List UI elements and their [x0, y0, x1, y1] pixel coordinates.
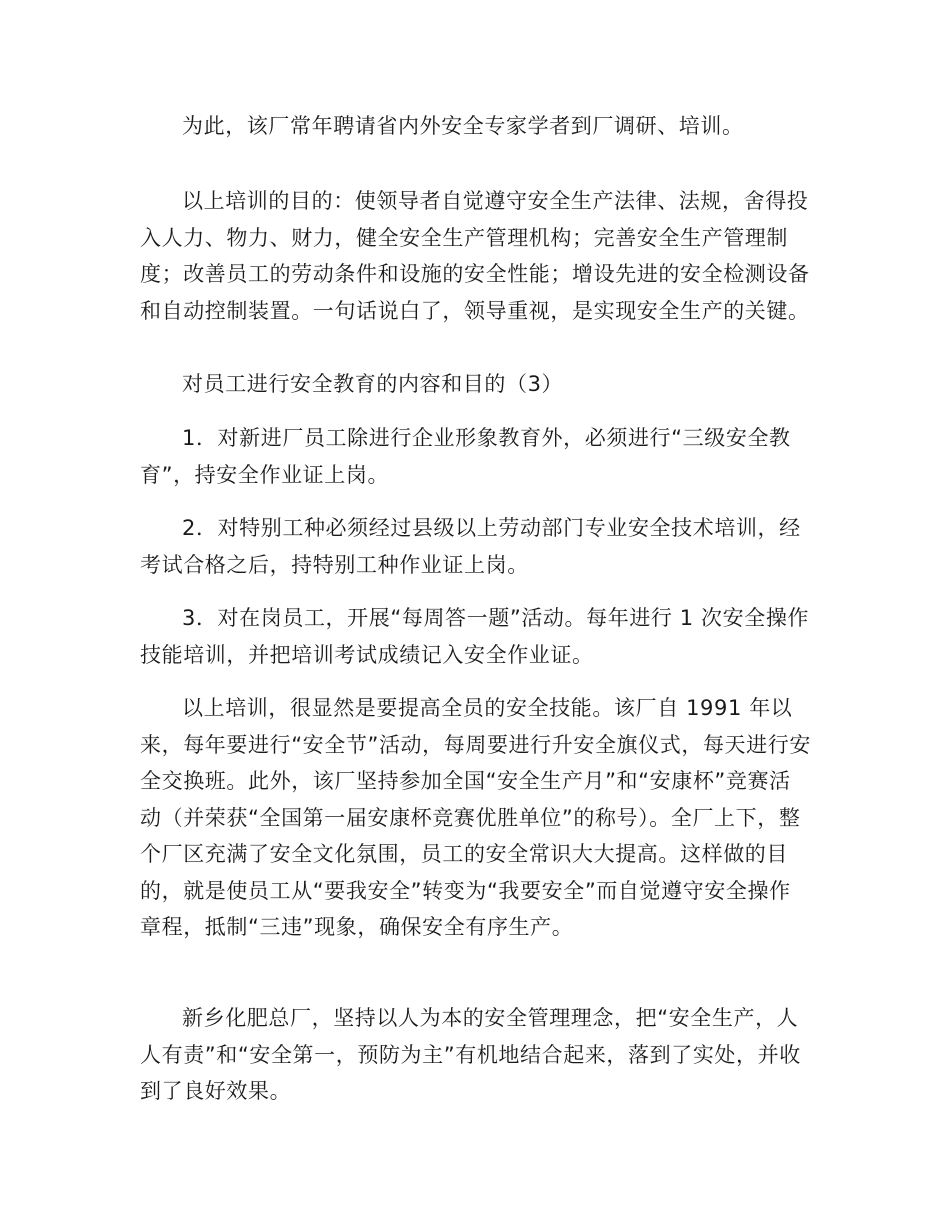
paragraph-1	[140, 108, 812, 145]
paragraph-8	[140, 1000, 812, 1110]
list-item-text: 2．对特别工种必须经过县级以上劳动部门专业安全技术培训，经考试合格之后，持特别工种作业证上岗。	[140, 516, 801, 577]
paragraph-7	[140, 690, 812, 946]
heading-text: 对员工进行安全教育的内容和目的（3）	[182, 372, 564, 396]
list-item-text: 1．对新进厂员工除进行企业形象教育外，必须进行“三级安全教育”，持安全作业证上岗。	[140, 426, 791, 487]
paragraph-2	[140, 183, 812, 329]
list-item-1	[140, 420, 812, 493]
paragraph-text: 以上培训的目的：使领导者自觉遵守安全生产法律、法规，舍得投入人力、物力、财力，健全安全生产管理机构；完善安全生产管理制度；改善员工的劳动条件和设施的安全性能；增设先进的安全检测设备和自动控制装置。一句话说白了，领导重视，是实现安全生产的关键。	[140, 189, 810, 323]
list-item-2	[140, 510, 812, 583]
paragraph-text: 为此，该厂常年聘请省内外安全专家学者到厂调研、培训。	[182, 114, 744, 138]
list-item-3	[140, 600, 812, 673]
section-heading	[140, 366, 812, 403]
paragraph-text: 以上培训，很显然是要提高全员的安全技能。该厂自 1991 年以来，每年要进行“安全节”活动，每周要进行升安全旗仪式，每天进行安全交换班。此外，该厂坚持参加全国“安全生产月”和“安康杯”竞赛活动（并荣获“全国第一届安康杯竞赛优胜单位”的称号）。全厂上下，整个厂区充满了安全文化氛围，员工的安全常识大大提高。这样做的目的，就是使员工从“要我安全”转变为“我要安全”而自觉遵守安全操作章程，抵制“三违”现象，确保安全有序生产。	[140, 696, 811, 939]
list-item-text: 3．对在岗员工，开展“每周答一题”活动。每年进行 1 次安全操作技能培训，并把培训考试成绩记入安全作业证。	[140, 606, 810, 667]
paragraph-text: 新乡化肥总厂，坚持以人为本的安全管理理念，把“安全生产，人人有责”和“安全第一，预防为主”有机地结合起来，落到了实处，并收到了良好效果。	[140, 1006, 801, 1103]
